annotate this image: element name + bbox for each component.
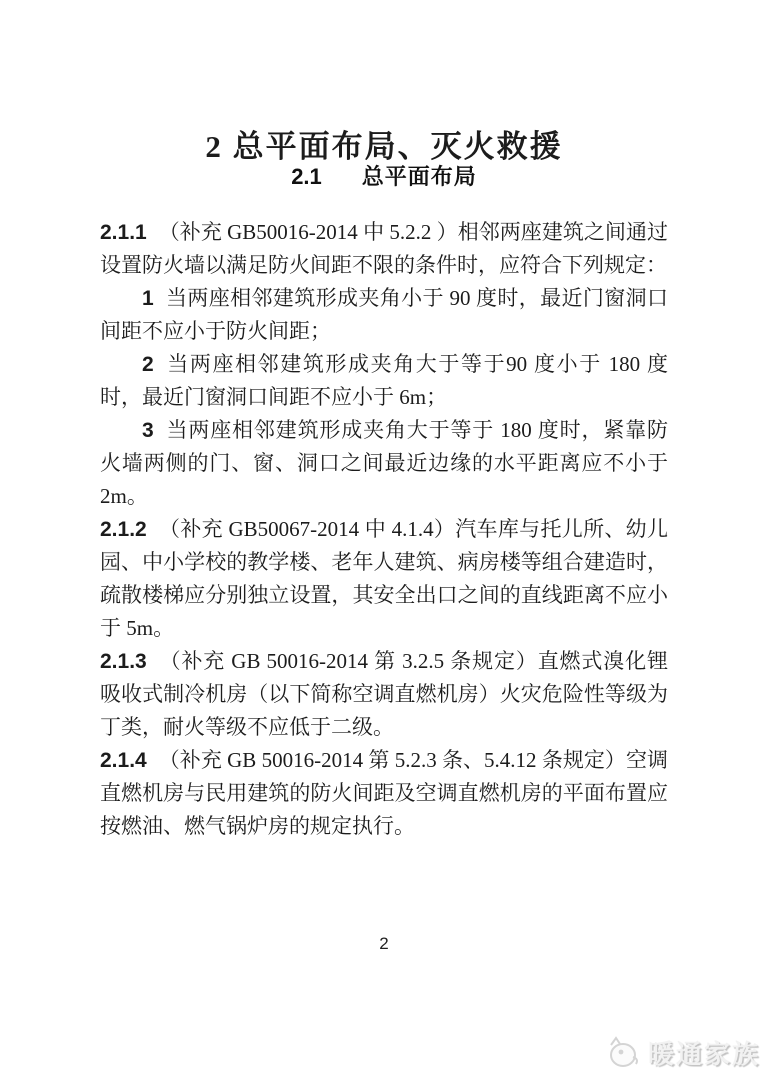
paragraph-label: 3 <box>142 419 154 442</box>
section-heading <box>0 160 768 191</box>
mascot-logo-icon <box>603 1035 643 1071</box>
paragraph-2.1.4 <box>100 744 668 843</box>
paragraph-3 <box>100 414 668 513</box>
paragraph-text: （补充 GB 50016-2014 第 3.2.5 条规定）直燃式溴化锂吸收式制冷机房（以下简称空调直燃机房）火灾危险性等级为丁类，耐火等级不应低于二级。 <box>100 649 668 739</box>
section-number: 2.1 <box>291 164 322 189</box>
paragraph-text: （补充 GB 50016-2014 第 5.2.3 条、5.4.12 条规定）空调直燃机房与民用建筑的防火间距及空调直燃机房的平面布置应按燃油、燃气锅炉房的规定执行。 <box>100 748 668 838</box>
paragraph-label: 2.1.1 <box>100 221 147 244</box>
paragraph-text: 当两座相邻建筑形成夹角小于 90 度时，最近门窗洞口间距不应小于防火间距； <box>100 286 668 343</box>
paragraph-label: 2.1.2 <box>100 518 147 541</box>
page-number: 2 <box>379 934 389 953</box>
paragraph-text: （补充 GB50067-2014 中 4.1.4）汽车库与托儿所、幼儿园、中小学校的教学楼、老年人建筑、病房楼等组合建造时，疏散楼梯应分别独立设置，其安全出口之间的直线距离不应小于 5m。 <box>100 517 668 640</box>
section-title: 总平面布局 <box>361 164 477 189</box>
paragraph-text: （补充 GB50016-2014 中 5.2.2 ）相邻两座建筑之间通过设置防火墙以满足防火间距不限的条件时，应符合下列规定： <box>100 220 668 277</box>
paragraph-label: 1 <box>142 287 154 310</box>
watermark-brand: 暖通家族 <box>647 1039 760 1069</box>
paragraph-label: 2.1.4 <box>100 749 147 772</box>
paragraph-text: 当两座相邻建筑形成夹角大于等于90 度小于 180 度时，最近门窗洞口间距不应小于 6m； <box>100 352 668 409</box>
watermark <box>603 1034 760 1071</box>
document-body <box>100 216 668 843</box>
paragraph-text: 当两座相邻建筑形成夹角大于等于 180 度时，紧靠防火墙两侧的门、窗、洞口之间最近边缘的水平距离应不小于 2m。 <box>100 418 668 508</box>
chapter-title: 2 总平面布局、灭火救援 <box>205 128 563 164</box>
paragraph-label: 2 <box>142 353 154 376</box>
paragraph-2.1.2 <box>100 513 668 645</box>
paragraph-2 <box>100 348 668 414</box>
paragraph-2.1.1 <box>100 216 668 282</box>
paragraph-1 <box>100 282 668 348</box>
paragraph-2.1.3 <box>100 645 668 744</box>
paragraph-label: 2.1.3 <box>100 650 147 673</box>
